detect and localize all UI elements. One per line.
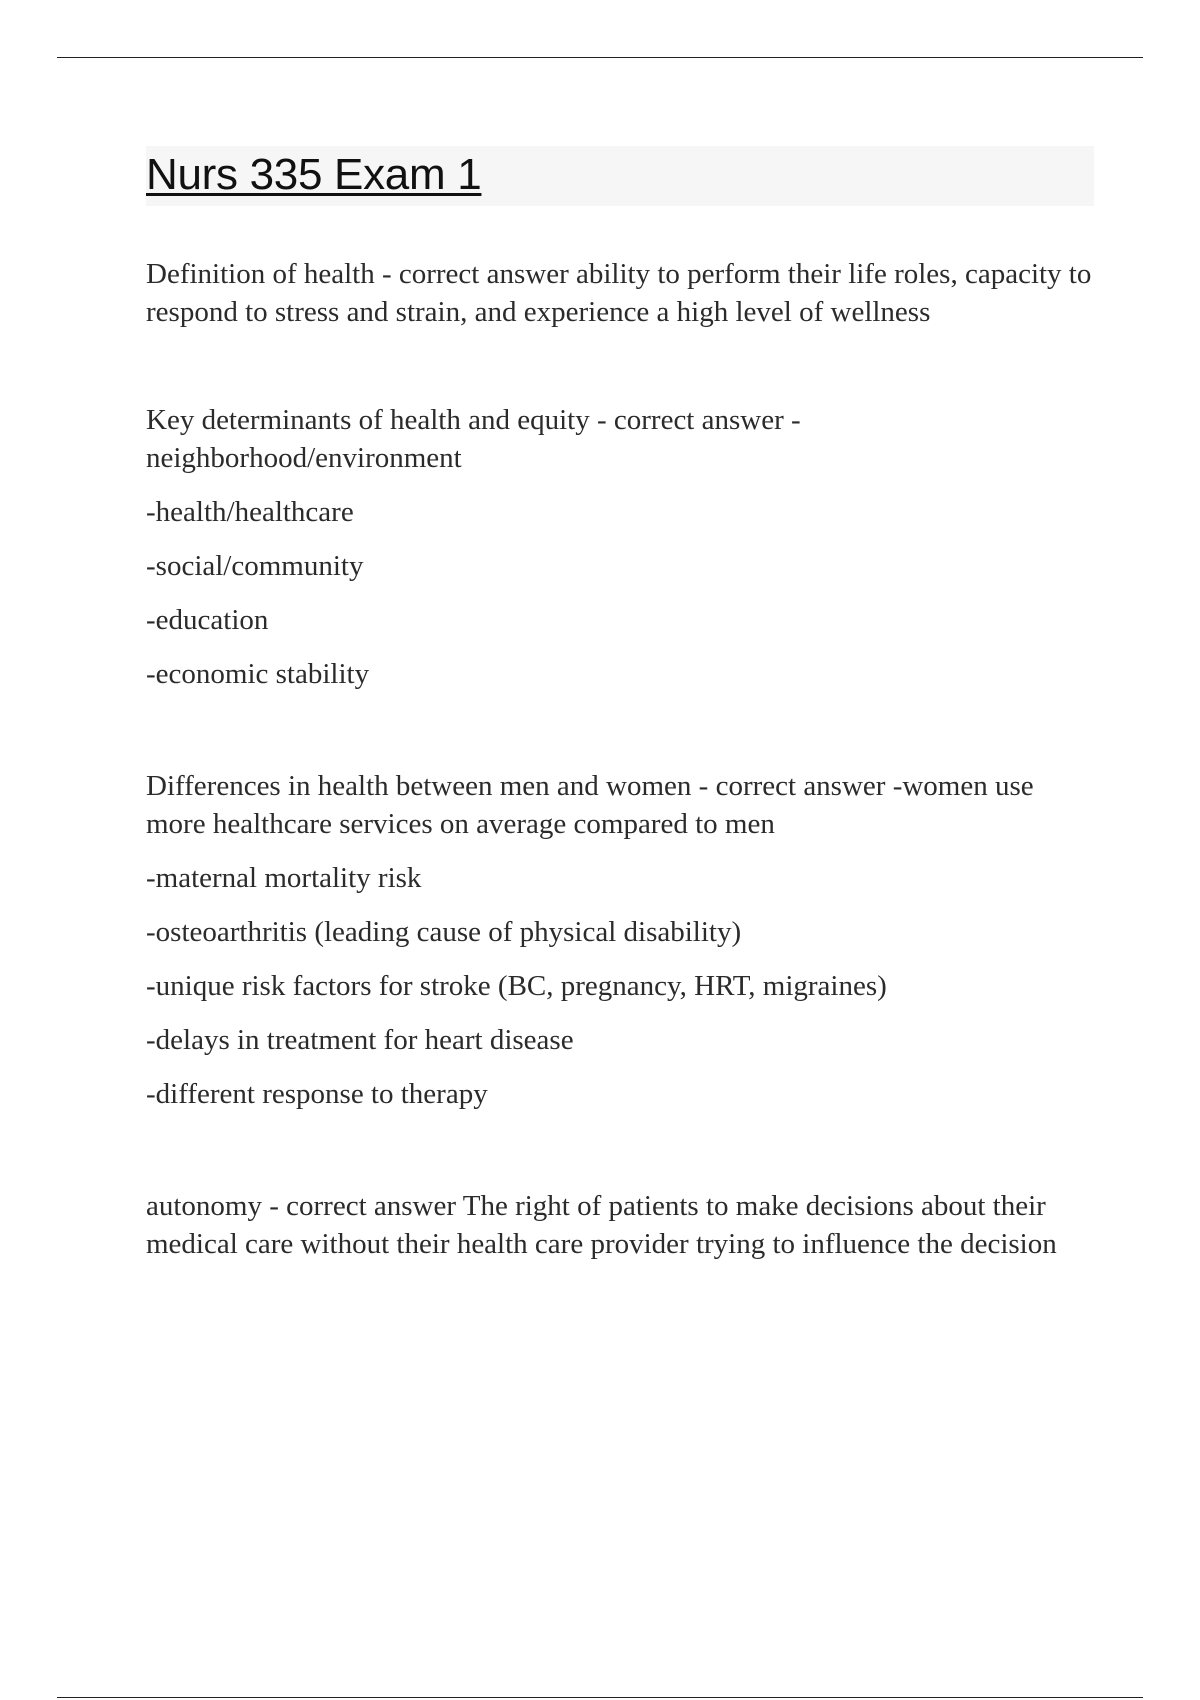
qa-entry [146, 255, 1094, 331]
footer-rule [57, 1697, 1143, 1698]
list-item: -economic stability [146, 658, 370, 690]
list-item: -osteoarthritis (leading cause of physical disability) [146, 916, 742, 948]
title-band [146, 146, 1094, 206]
qa-text: Differences in health between men and women - correct answer -women use more healthcare services on average compared to men [146, 770, 1034, 840]
document-body [146, 146, 1094, 1263]
qa-text: autonomy - correct answer The right of patients to make decisions about their medical care without their health care provider trying to influence the decision [146, 1190, 1057, 1260]
qa-entry [146, 1187, 1094, 1263]
qa-entry [146, 401, 1094, 693]
qa-text: Key determinants of health and equity - correct answer -neighborhood/environment [146, 404, 801, 474]
list-item: -health/healthcare [146, 496, 354, 528]
header-rule [57, 57, 1143, 58]
list-item: -maternal mortality risk [146, 862, 422, 894]
list-item: -social/community [146, 550, 364, 582]
qa-entry [146, 767, 1094, 1113]
list-item: -unique risk factors for stroke (BC, pregnancy, HRT, migraines) [146, 970, 887, 1002]
document-title: Nurs 335 Exam 1 [146, 150, 482, 199]
list-item: -different response to therapy [146, 1078, 488, 1110]
qa-text: Definition of health - correct answer ability to perform their life roles, capacity to respond to stress and strain, and experience a high level of wellness [146, 258, 1092, 328]
list-item: -delays in treatment for heart disease [146, 1024, 574, 1056]
list-item: -education [146, 604, 269, 636]
